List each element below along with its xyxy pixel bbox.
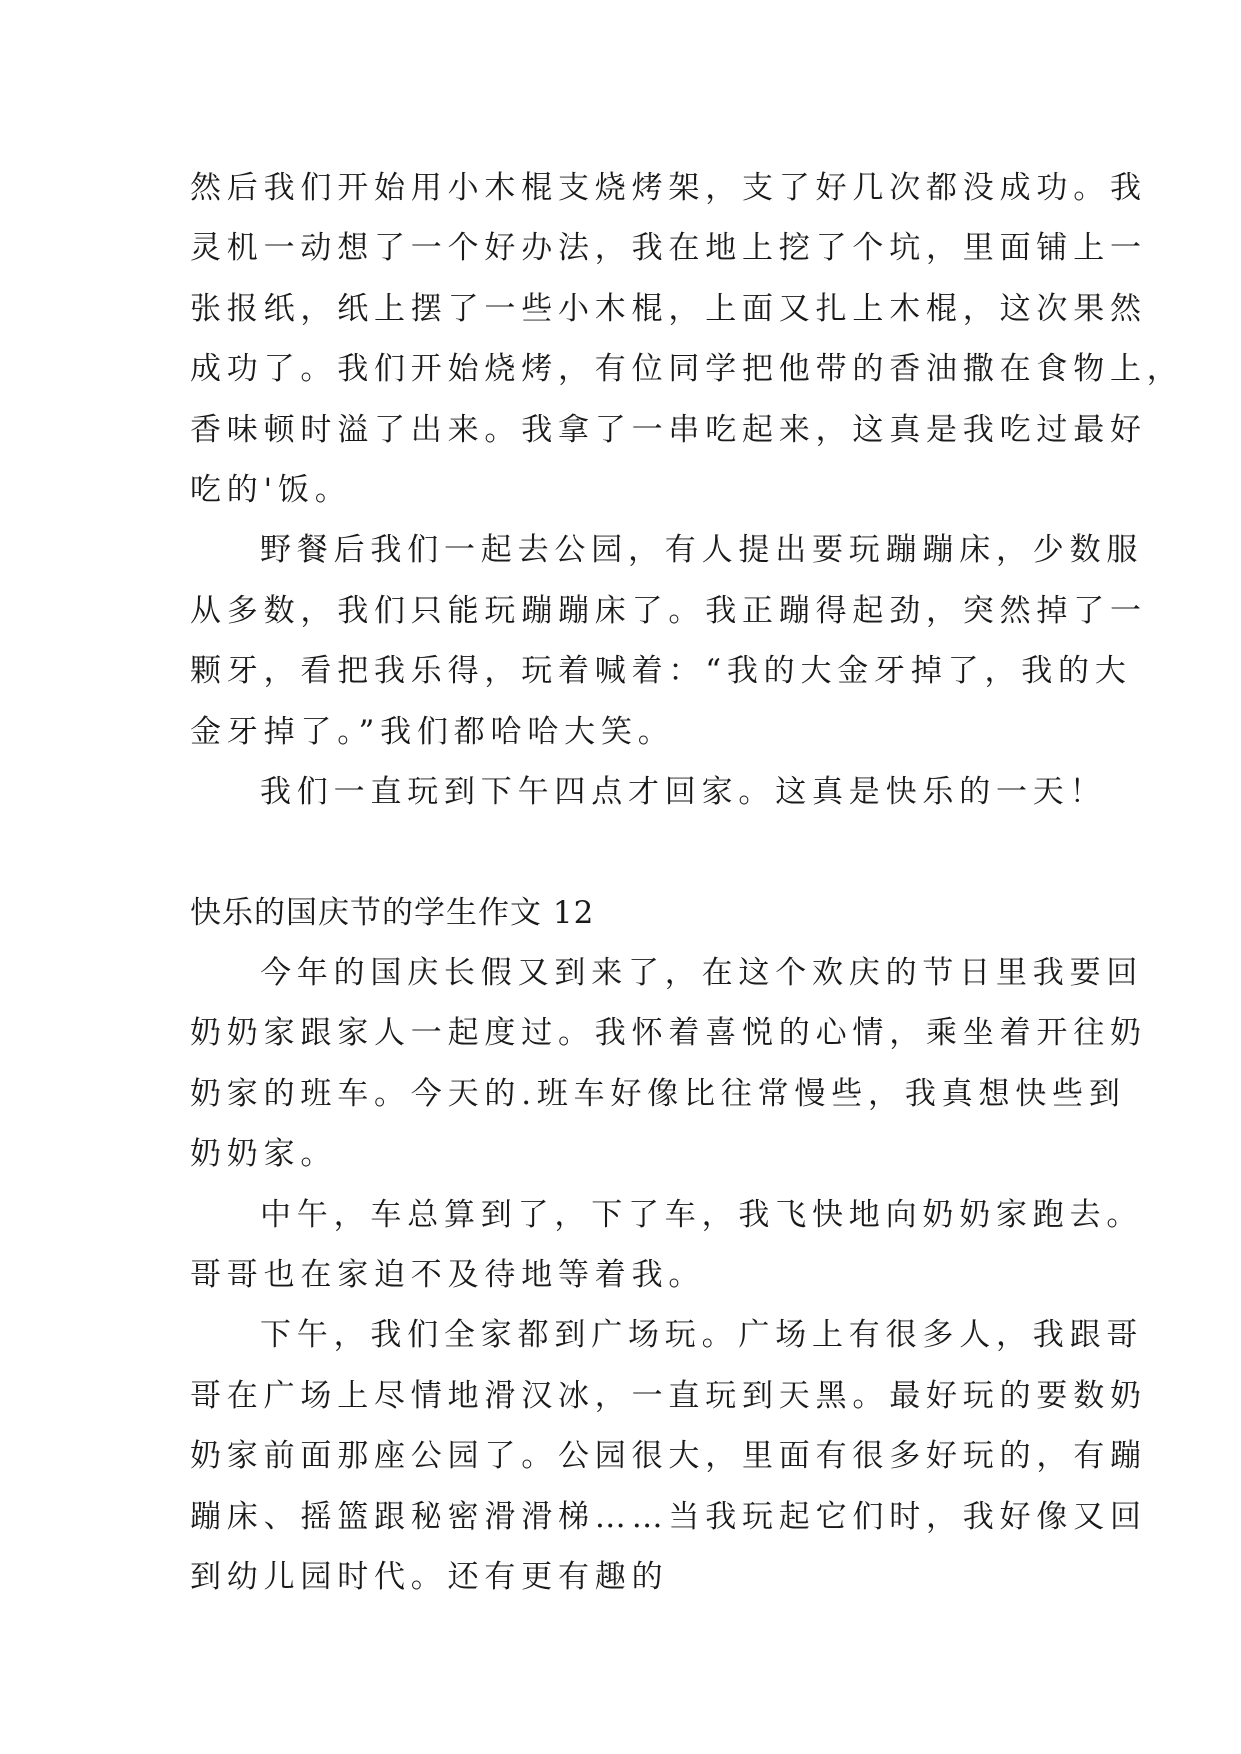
text-line: 野餐后我们一起去公园，有人提出要玩蹦蹦床，少数服 [260,532,1144,569]
text-line: 今年的国庆长假又到来了，在这个欢庆的节日里我要回 [260,955,1144,992]
text-line: 下午，我们全家都到广场玩。广场上有很多人，我跟哥 [260,1317,1144,1354]
text-line: 哥哥也在家迫不及待地等着我。 [190,1257,706,1294]
text-line: 蹦床、摇篮跟秘密滑滑梯……当我玩起它们时，我好像又回 [190,1498,1147,1535]
paragraph-gap [190,822,1055,882]
text-line: 哥在广场上尽情地滑汉冰，一直玩到天黑。最好玩的要数奶 [190,1377,1147,1414]
text-line: 然后我们开始用小木棍支烧烤架，支了好几次都没成功。我 [190,170,1147,206]
document-body [190,158,1184,1607]
text-line: 奶家的班车。今天的.班车好像比往常慢些，我真想快些到 [190,1075,1126,1112]
text-line: 成功了。我们开始烧烤，有位同学把他带的香油撒在食物上， [190,351,1184,388]
text-line: 中午，车总算到了，下了车，我飞快地向奶奶家跑去。 [260,1196,1144,1233]
text-line: 从多数，我们只能玩蹦蹦床了。我正蹦得起劲，突然掉了一 [190,592,1147,629]
text-line: 到幼儿园时代。还有更有趣的 [190,1558,669,1595]
text-line: 奶家前面那座公园了。公园很大，里面有很多好玩的，有蹦 [190,1438,1147,1475]
text-line: 张报纸，纸上摆了一些小木棍，上面又扎上木棍，这次果然 [190,290,1147,327]
text-line: 吃的'饭。 [190,471,352,508]
text-line: 我们一直玩到下午四点才回家。这真是快乐的一天！ [260,773,1107,810]
text-line: 奶奶家。 [190,1136,338,1173]
text-line: 颗牙，看把我乐得，玩着喊着：“我的大金牙掉了，我的大 [190,653,1132,690]
text-line: 奶奶家跟家人一起度过。我怀着喜悦的心情，乘坐着开往奶 [190,1015,1147,1052]
essay-title: 快乐的国庆节的学生作文 12 [190,894,595,931]
text-line: 香味顿时溢了出来。我拿了一串吃起来，这真是我吃过最好 [190,411,1147,448]
text-line: 灵机一动想了一个好办法，我在地上挖了个坑，里面铺上一 [190,230,1147,267]
text-line: 金牙掉了。”我们都哈哈大笑。 [190,713,675,750]
